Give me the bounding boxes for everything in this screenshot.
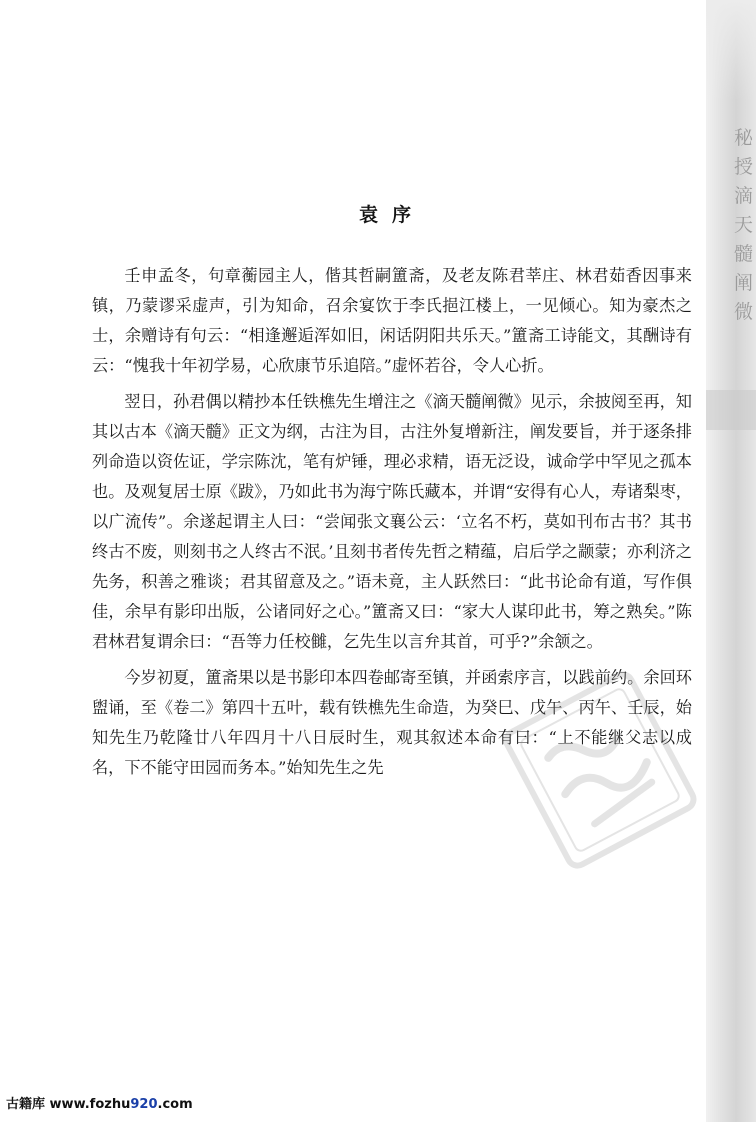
spine-char: 秘 (734, 127, 754, 149)
spine-char: 授 (734, 156, 754, 178)
footer-url-number: 920 (130, 1097, 158, 1112)
spine-char: 滴 (734, 185, 754, 207)
edge-shading-band (706, 390, 756, 430)
paragraph: 翌日，孙君偶以精抄本任铁樵先生增注之《滴天髓阐微》见示，余披阅至再，知其以古本《滴天髓》正文为纲，古注为目，古注外复增新注，阐发要旨，并于逐条排列命造以资佐证，学宗陈沈，笔有炉锤，理必求精，语无泛设，诚命学中罕见之孤本也。及观复居士原《跋》，乃如此书为海宁陈氏藏本，并谓“安得有心人，寿诸梨枣，以广流传”。余遂起谓主人曰：“尝闻张文襄公云：‘立名不朽，莫如刊布古书？其书终古不废，则刻书之人终古不泯。’且刻书者传先哲之精蕴，启后学之颛蒙；亦利济之先务，积善之雅谈；君其留意及之。”语未竟，主人跃然曰：“此书论命有道，写作俱佳，余早有影印出版，公诸同好之心。”簠斋又曰：“家大人谋印此书，筹之熟矣。”陈君林君复谓余曰：“吾等力任校雠，乞先生以言弁其首，可乎?”余颔之。 (92, 392, 692, 651)
footer-url-prefix: www.fozhu (49, 1097, 131, 1112)
paragraph: 壬申孟冬，句章蘅园主人，偕其哲嗣簠斋，及老友陈君莘庄、林君茹香因事来镇，乃蒙谬采虚声，引为知命，召余宴饮于李氏挹江楼上，一见倾心。知为豪杰之士，余赠诗有句云：“相逢邂逅浑如旧，闲话阴阳共乐天。”簠斋工诗能文，其酬诗有云：“愧我十年初学易，心欣康节乐追陪。”虚怀若谷，令人心折。 (92, 266, 692, 375)
paragraph: 今岁初夏，簠斋果以是书影印本四卷邮寄至镇，并函索序言，以践前约。余回环盥诵，至《卷二》第四十五叶，载有铁樵先生命造，为癸巳、戊午、丙午、壬辰，始知先生乃乾隆廿八年四月十八日辰时生，观其叙述本命有曰：“上不能继父志以成名，下不能守田园而务本。”始知先生之先 (92, 668, 692, 777)
spine-char: 微 (734, 301, 754, 323)
watermark-stamp (500, 655, 700, 885)
footer-site-name: 古籍库 (6, 1097, 46, 1112)
preface-title: 袁序 (358, 204, 425, 226)
footer-url-suffix: .com (157, 1097, 193, 1112)
spine-char: 天 (734, 214, 754, 236)
spine-char: 阐 (734, 272, 754, 294)
edge-shading-top (706, 0, 756, 100)
footer-url[interactable] (50, 1097, 193, 1112)
spine-char: 髓 (734, 243, 754, 265)
footer-watermark (6, 1093, 193, 1112)
